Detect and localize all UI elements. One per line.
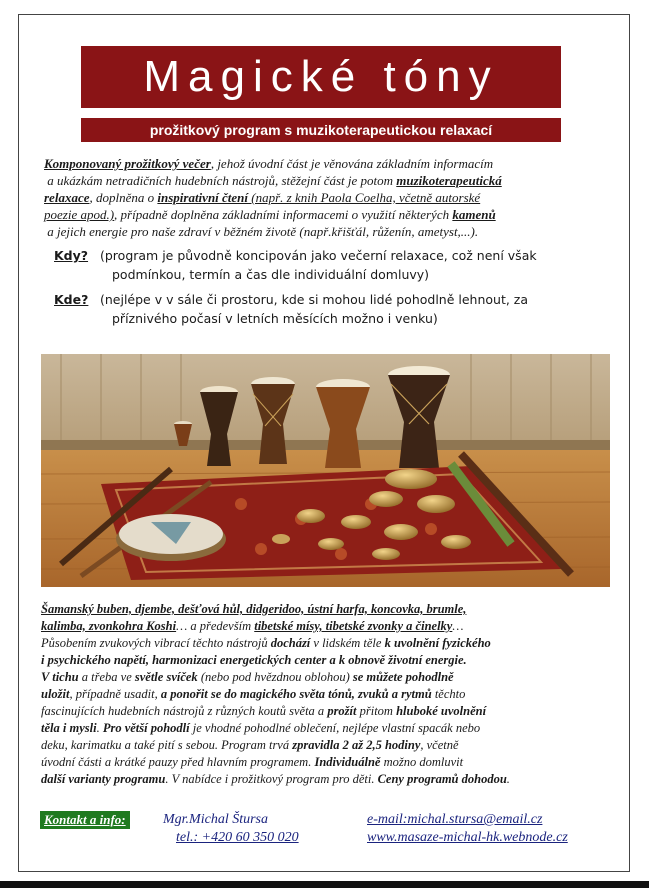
- contact-name: Mgr.Michal Štursa: [163, 812, 268, 827]
- page-subtitle: prožitkový program s muzikoterapeutickou relaxací: [81, 118, 561, 142]
- instruments-photo: [41, 354, 610, 587]
- contact-website-link[interactable]: www.masaze-michal-hk.webnode.cz: [367, 830, 568, 845]
- when-section: Kdy? (program je původně koncipován jako večerní relaxace, což není však podmínkou, termín a čas dle individuální domluvy): [54, 248, 537, 282]
- contact-email-link[interactable]: e-mail:michal.stursa@email.cz: [367, 812, 543, 827]
- contact-phone-link[interactable]: tel.: +420 60 350 020: [176, 830, 299, 845]
- where-section: Kde? (nejlépe v v sále či prostoru, kde si mohou lidé pohodlně lehnout, za příznivého počasí v letních měsících možno i venku): [54, 292, 529, 326]
- bottom-rule: [0, 881, 649, 888]
- where-label: Kde?: [54, 292, 89, 307]
- when-label: Kdy?: [54, 248, 89, 263]
- contact-label: Kontakt a info:: [40, 811, 130, 829]
- page-title: Magické tóny: [81, 46, 561, 108]
- instruments-description: Šamanský buben, djembe, dešťová hůl, didgeridoo, ústní harfa, koncovka, brumle, kalimba, zvonkohra Koshi… a především tibetské mísy, tibetské zvonky a činelky… Působením zvukových vibrací těchto nástrojů dochází v lidském těle k uvolnění fyzického i psychického napětí, harmonizaci energetických center a k obnově životní energie. V tichu a třeba ve světle svíček (nebo pod hvězdnou oblohou) se můžete pohodlně uložit, případně usadit, a ponořit se do magického světa tónů, zvuků a rytmů těchto fascinujících hudebních nástrojů z různých koutů světa a prožít přitom hluboké uvolnění těla i mysli. Pro větší pohodlí je vhodné pohodlné oblečení, nejlépe vlastní spacák nebo deku, karimatku a také pití s sebou. Program trvá zpravidla 2 až 2,5 hodiny, včetně úvodní části a krátké pauzy před hlavním programem. Individuálně možno domluvit další varianty programu. V nabídce i prožitkový program pro děti. Ceny programů dohodou.: [41, 602, 510, 786]
- intro-paragraph: Komponovaný prožitkový večer, jehož úvodní část je věnována základním informacím a ukázkám netradičních hudebních nástrojů, stěžejní část je potom muzikoterapeutická relaxace, doplněna o inspirativní čtení (např. z knih Paola Coelha, včetně autorské poezie apod.), případně doplněna základními informacemi o využití některých kamenů a jejich energie pro naše zdraví v běžném životě (např.křišťál, růženín, ametyst,...).: [44, 156, 502, 239]
